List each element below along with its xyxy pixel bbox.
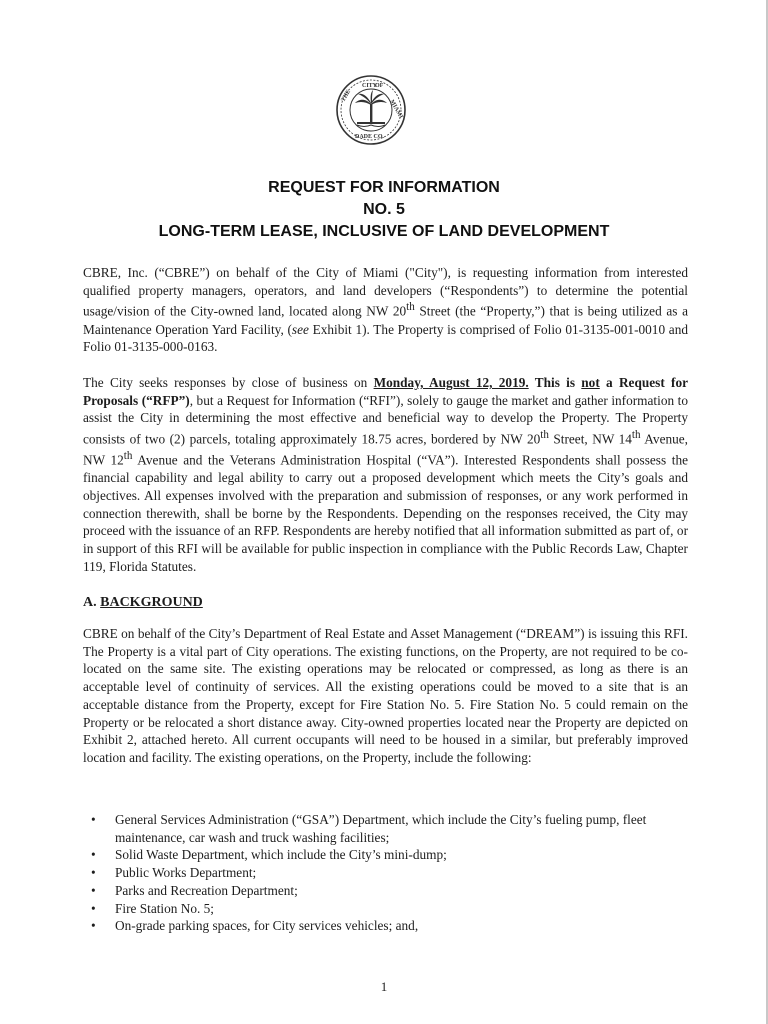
list-item [83, 917, 688, 935]
para2-text-4: , but a Request for Information (“RFI”), solely to gauge the market and gather information to assist the City in determining the most effective and beneficial way to develop the Property. The Property consists of two (2) parcels, totaling approximately 18.75 acres, bordered by NW 20 [83, 392, 688, 447]
list-item [83, 811, 688, 846]
svg-text:THE: THE [340, 89, 353, 103]
rfi-deadline-paragraph [83, 374, 688, 576]
title-line-3: LONG-TERM LEASE, INCLUSIVE OF LAND DEVELOPMENT [158, 223, 610, 240]
para2-text-5: Street, NW 14 [548, 431, 632, 447]
list-item-text: Parks and Recreation Department; [115, 882, 298, 898]
bullet-icon: • [91, 918, 96, 934]
bullet-icon: • [91, 847, 96, 863]
intro-paragraph [83, 264, 688, 356]
para2-not-emphasis: not [581, 375, 600, 390]
page-number: 1 [380, 979, 388, 994]
title-line-2: NO. 5 [363, 201, 405, 218]
bullet-icon: • [91, 865, 96, 881]
intro-see-italic: see [291, 321, 309, 337]
list-item-text: On-grade parking spaces, for City services vehicles; and, [115, 918, 419, 934]
para2-text-6: Avenue, NW 12 [83, 431, 688, 468]
list-item [83, 882, 688, 900]
para2-text-3: a Request for Proposals (“RFP”) [83, 375, 688, 408]
intro-text-2: Street (the “Property,”) that is being utilized as a Maintenance Operation Yard Facility, ( [83, 303, 688, 337]
para2-sup-2: th [631, 429, 641, 442]
document-title-block [0, 177, 768, 243]
intro-sup-1: th [406, 301, 415, 314]
existing-operations-list [83, 811, 688, 935]
list-item-text: General Services Administration (“GSA”) Department, which include the City’s fueling pump, fleet maintenance, car wash and truck washing facilities; [115, 812, 647, 845]
list-item-text: Solid Waste Department, which include the City’s mini-dump; [115, 847, 447, 863]
svg-text:MIAMI: MIAMI [388, 99, 404, 120]
section-a-heading [83, 595, 203, 611]
svg-text:DADE CO.: DADE CO. [355, 134, 385, 140]
background-paragraph: CBRE on behalf of the City’s Department of Real Estate and Asset Management (“DREAM”) is issuing this RFI. The Property is a vital part of City operations. The existing functions, on the Property, are not required to be co-located on the same site. The existing operations may be relocated or compressed, as long as there is an acceptable level of continuity of services. All the existing operations could be moved to a site that is an acceptable distance from the Property, except for Fire Station No. 5. Fire Station No. 5 could remain on the Property or be relocated a short distance away. City-owned properties located near the Property are depicted on Exhibit 2, attached hereto. All current occupants will need to be housed in a similar, but preferably improved location and facility. The existing operations, on the Property, include the following: [83, 626, 688, 765]
bullet-icon: • [91, 900, 96, 916]
section-a-letter: A. [83, 595, 97, 610]
response-deadline-date: Monday, August 12, 2019. [373, 375, 529, 390]
para2-sup-1: th [540, 429, 549, 442]
list-item [83, 900, 688, 918]
title-line-1: REQUEST FOR INFORMATION [268, 179, 500, 196]
intro-text-3: Exhibit 1). The Property is comprised of Folio 01-3135-001-0010 and Folio 01-3135-000-0163. [83, 321, 688, 355]
bullet-icon: • [91, 882, 96, 898]
section-a-title: BACKGROUND [100, 595, 203, 610]
para2-text-1: The City seeks responses by close of business on [83, 375, 374, 390]
intro-text-1: CBRE, Inc. (“CBRE”) on behalf of the City of Miami ("City"), is requesting information from interested qualified property managers, operators, and land developers (“Respondents”) to determine the potential usage/vision of the City-owned land, located along NW 20 [83, 265, 688, 319]
list-item-text: Public Works Department; [115, 865, 257, 881]
para2-text-2: This is [528, 375, 582, 390]
bullet-icon: • [91, 812, 96, 827]
para2-text-7: Avenue and the Veterans Administration Hospital (“VA”). Interested Respondents shall possess the financial capability and legal ability to carry out a proposed development which meets the City’s goals and objectives. All expenses involved with the preparation and submission of responses, or any work performed in connection therewith, shall be borne by the Respondents. Depending on the responses received, the City may proceed with the issuance of an RFP. Respondents are hereby notified that all information submitted as part of, or in support of this RFI will be available for public inspection in compliance with the Public Records Law, Chapter 119, Florida Statutes. [83, 452, 688, 574]
list-item [83, 846, 688, 864]
list-item-text: Fire Station No. 5; [115, 900, 214, 916]
list-item [83, 864, 688, 882]
para2-sup-3: th [123, 450, 133, 463]
svg-text:OF: OF [375, 83, 384, 89]
city-of-miami-seal-icon [335, 74, 407, 146]
svg-text:CITY: CITY [362, 83, 378, 89]
